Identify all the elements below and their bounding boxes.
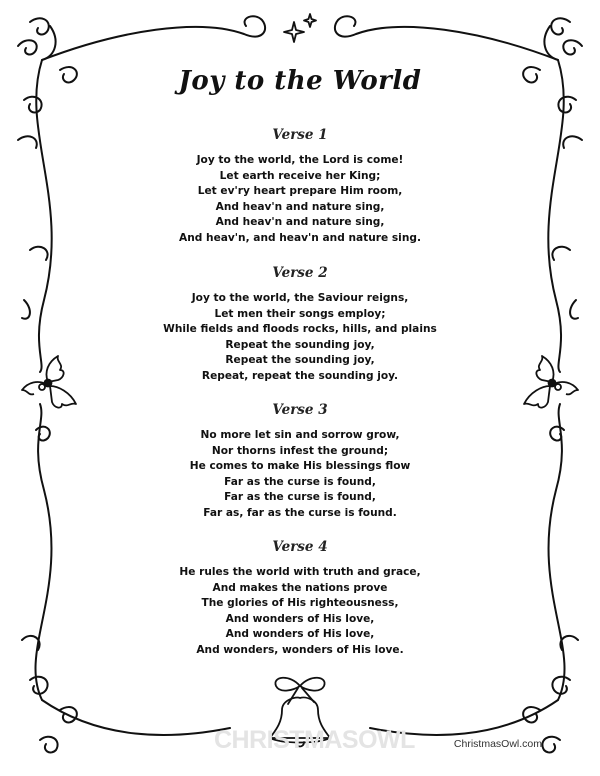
lyric-line: He comes to make His blessings flow	[189, 460, 411, 473]
sparkle-icon	[282, 10, 322, 46]
lyric-line: And heav'n, and heav'n and nature sing.	[179, 231, 421, 244]
lyric-line: And wonders of His love,	[225, 612, 375, 625]
watermark-logo: CHRISTMASOWL	[214, 726, 415, 754]
page-title: Joy to the World	[178, 66, 422, 96]
verse-block	[0, 127, 600, 247]
lyric-line: Let ev'ry heart prepare Him room,	[197, 185, 403, 198]
verse-heading: Verse 2	[272, 265, 328, 281]
lyric-line: Far as the curse is found,	[224, 475, 376, 488]
lyric-line: Let men their songs employ;	[214, 307, 386, 320]
lyric-line: Joy to the world, the Lord is come!	[196, 154, 404, 166]
lyric-line: And wonders of His love,	[225, 628, 375, 641]
lyric-line: And makes the nations prove	[212, 581, 388, 594]
verse-block	[0, 402, 600, 522]
lyric-line: The glories of His righteousness,	[201, 597, 399, 610]
verse-heading: Verse 3	[272, 402, 328, 418]
verse-block	[0, 265, 600, 385]
lyric-line: Nor thorns infest the ground;	[211, 444, 389, 457]
verse-heading: Verse 1	[272, 127, 328, 143]
lyric-line: Far as the curse is found,	[224, 491, 376, 504]
lyric-line: Repeat the sounding joy,	[225, 354, 375, 367]
lyric-line: Joy to the world, the Saviour reigns,	[191, 292, 409, 304]
lyric-line: Far as, far as the curse is found.	[203, 506, 397, 519]
lyric-line: Let earth receive her King;	[219, 169, 381, 182]
lyric-line: And wonders, wonders of His love.	[196, 643, 404, 656]
verse-heading: Verse 4	[272, 539, 328, 555]
lyric-line: He rules the world with truth and grace,	[179, 566, 421, 578]
lyric-line: While fields and floods rocks, hills, and plains	[163, 323, 437, 336]
lyric-line: And heav'n and nature sing,	[215, 200, 385, 213]
lyric-line: Repeat the sounding joy,	[225, 338, 375, 351]
verse-block	[0, 539, 600, 659]
lyric-line: No more let sin and sorrow grow,	[200, 429, 400, 441]
lyric-line: Repeat, repeat the sounding joy.	[201, 369, 399, 382]
lyric-line: And heav'n and nature sing,	[215, 216, 385, 229]
site-link[interactable]: ChristmasOwl.com	[453, 738, 542, 750]
